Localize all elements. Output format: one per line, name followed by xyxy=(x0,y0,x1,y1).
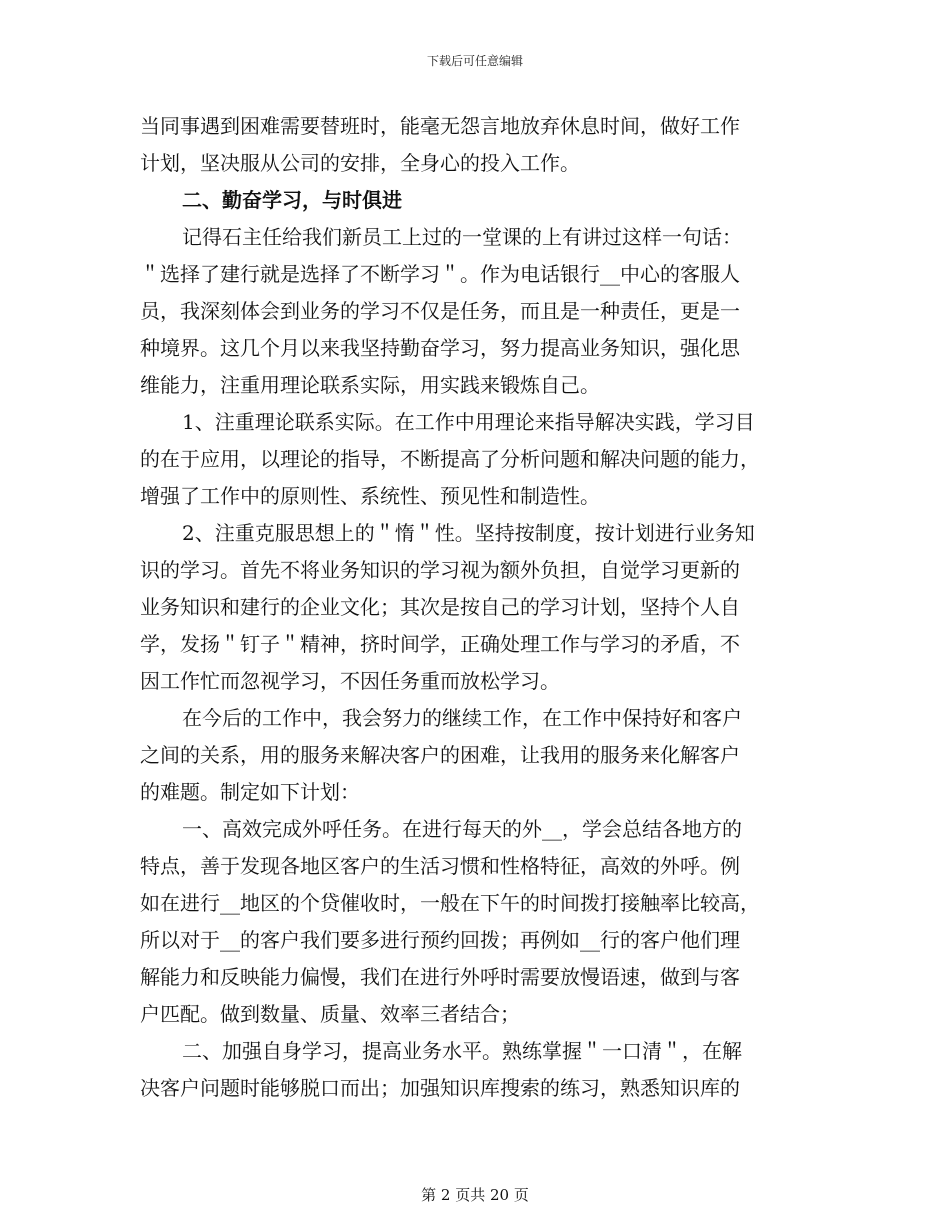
text-line: 识的学习。首先不将业务知识的学习视为额外负担，自觉学习更新的 xyxy=(140,558,740,582)
text-line: 因工作忙而忽视学习，不因任务重而放松学习。 xyxy=(140,669,560,693)
text-line: 一、高效完成外呼任务。在进行每天的外__，学会总结各地方的 xyxy=(182,817,742,841)
text-line: 当同事遇到困难需要替班时，能毫无怨言地放弃休息时间，做好工作 xyxy=(140,114,740,138)
text-line: 维能力，注重用理论联系实际，用实践来锻炼自己。 xyxy=(140,373,600,397)
text-line: 的在于应用，以理论的指导，不断提高了分析问题和解决问题的能力， xyxy=(140,447,760,471)
text-line: 的难题。制定如下计划： xyxy=(140,780,360,804)
text-line: 2、注重克服思想上的＂惰＂性。坚持按制度，按计划进行业务知 xyxy=(182,521,755,545)
text-line: 二、加强自身学习，提高业务水平。熟练掌握＂一口清＂，在解 xyxy=(182,1039,742,1063)
text-line: 如在进行__地区的个贷催收时，一般在下午的时间拨打接触率比较高， xyxy=(140,891,760,915)
text-line: 1、注重理论联系实际。在工作中用理论来指导解决实践，学习目 xyxy=(182,410,755,434)
text-line: 解能力和反映能力偏慢，我们在进行外呼时需要放慢语速，做到与客 xyxy=(140,965,740,989)
page-footer: 第 2 页共 20 页 xyxy=(421,1186,529,1204)
text-line: 增强了工作中的原则性、系统性、预见性和制造性。 xyxy=(140,484,600,508)
text-line: 决客户问题时能够脱口而出；加强知识库搜索的练习，熟悉知识库的 xyxy=(140,1076,740,1100)
text-line: 之间的关系，用的服务来解决客户的困难，让我用的服务来化解客户 xyxy=(140,743,740,767)
text-line: 计划，坚决服从公司的安排，全身心的投入工作。 xyxy=(140,151,580,175)
text-line: ＂选择了建行就是选择了不断学习＂。作为电话银行__中心的客服人 xyxy=(140,262,740,286)
section-heading: 二、勤奋学习，与时俱进 xyxy=(182,188,402,212)
text-line: 业务知识和建行的企业文化；其次是按自己的学习计划，坚持个人自 xyxy=(140,595,740,619)
text-line: 户匹配。做到数量、质量、效率三者结合； xyxy=(140,1002,520,1026)
text-line: 在今后的工作中，我会努力的继续工作，在工作中保持好和客户 xyxy=(182,706,742,730)
text-line: 员，我深刻体会到业务的学习不仅是任务，而且是一种责任，更是一 xyxy=(140,299,740,323)
text-line: 种境界。这几个月以来我坚持勤奋学习，努力提高业务知识，强化思 xyxy=(140,336,740,360)
page-header-note: 下载后可任意编辑 xyxy=(426,54,523,68)
text-line: 所以对于__的客户我们要多进行预约回拨；再例如__行的客户他们理 xyxy=(140,928,740,952)
document-body xyxy=(140,108,800,1107)
text-line: 学，发扬＂钉子＂精神，挤时间学，正确处理工作与学习的矛盾，不 xyxy=(140,632,740,656)
text-line: 记得石主任给我们新员工上过的一堂课的上有讲过这样一句话： xyxy=(182,225,742,249)
text-line: 特点，善于发现各地区客户的生活习惯和性格特征，高效的外呼。例 xyxy=(140,854,740,878)
